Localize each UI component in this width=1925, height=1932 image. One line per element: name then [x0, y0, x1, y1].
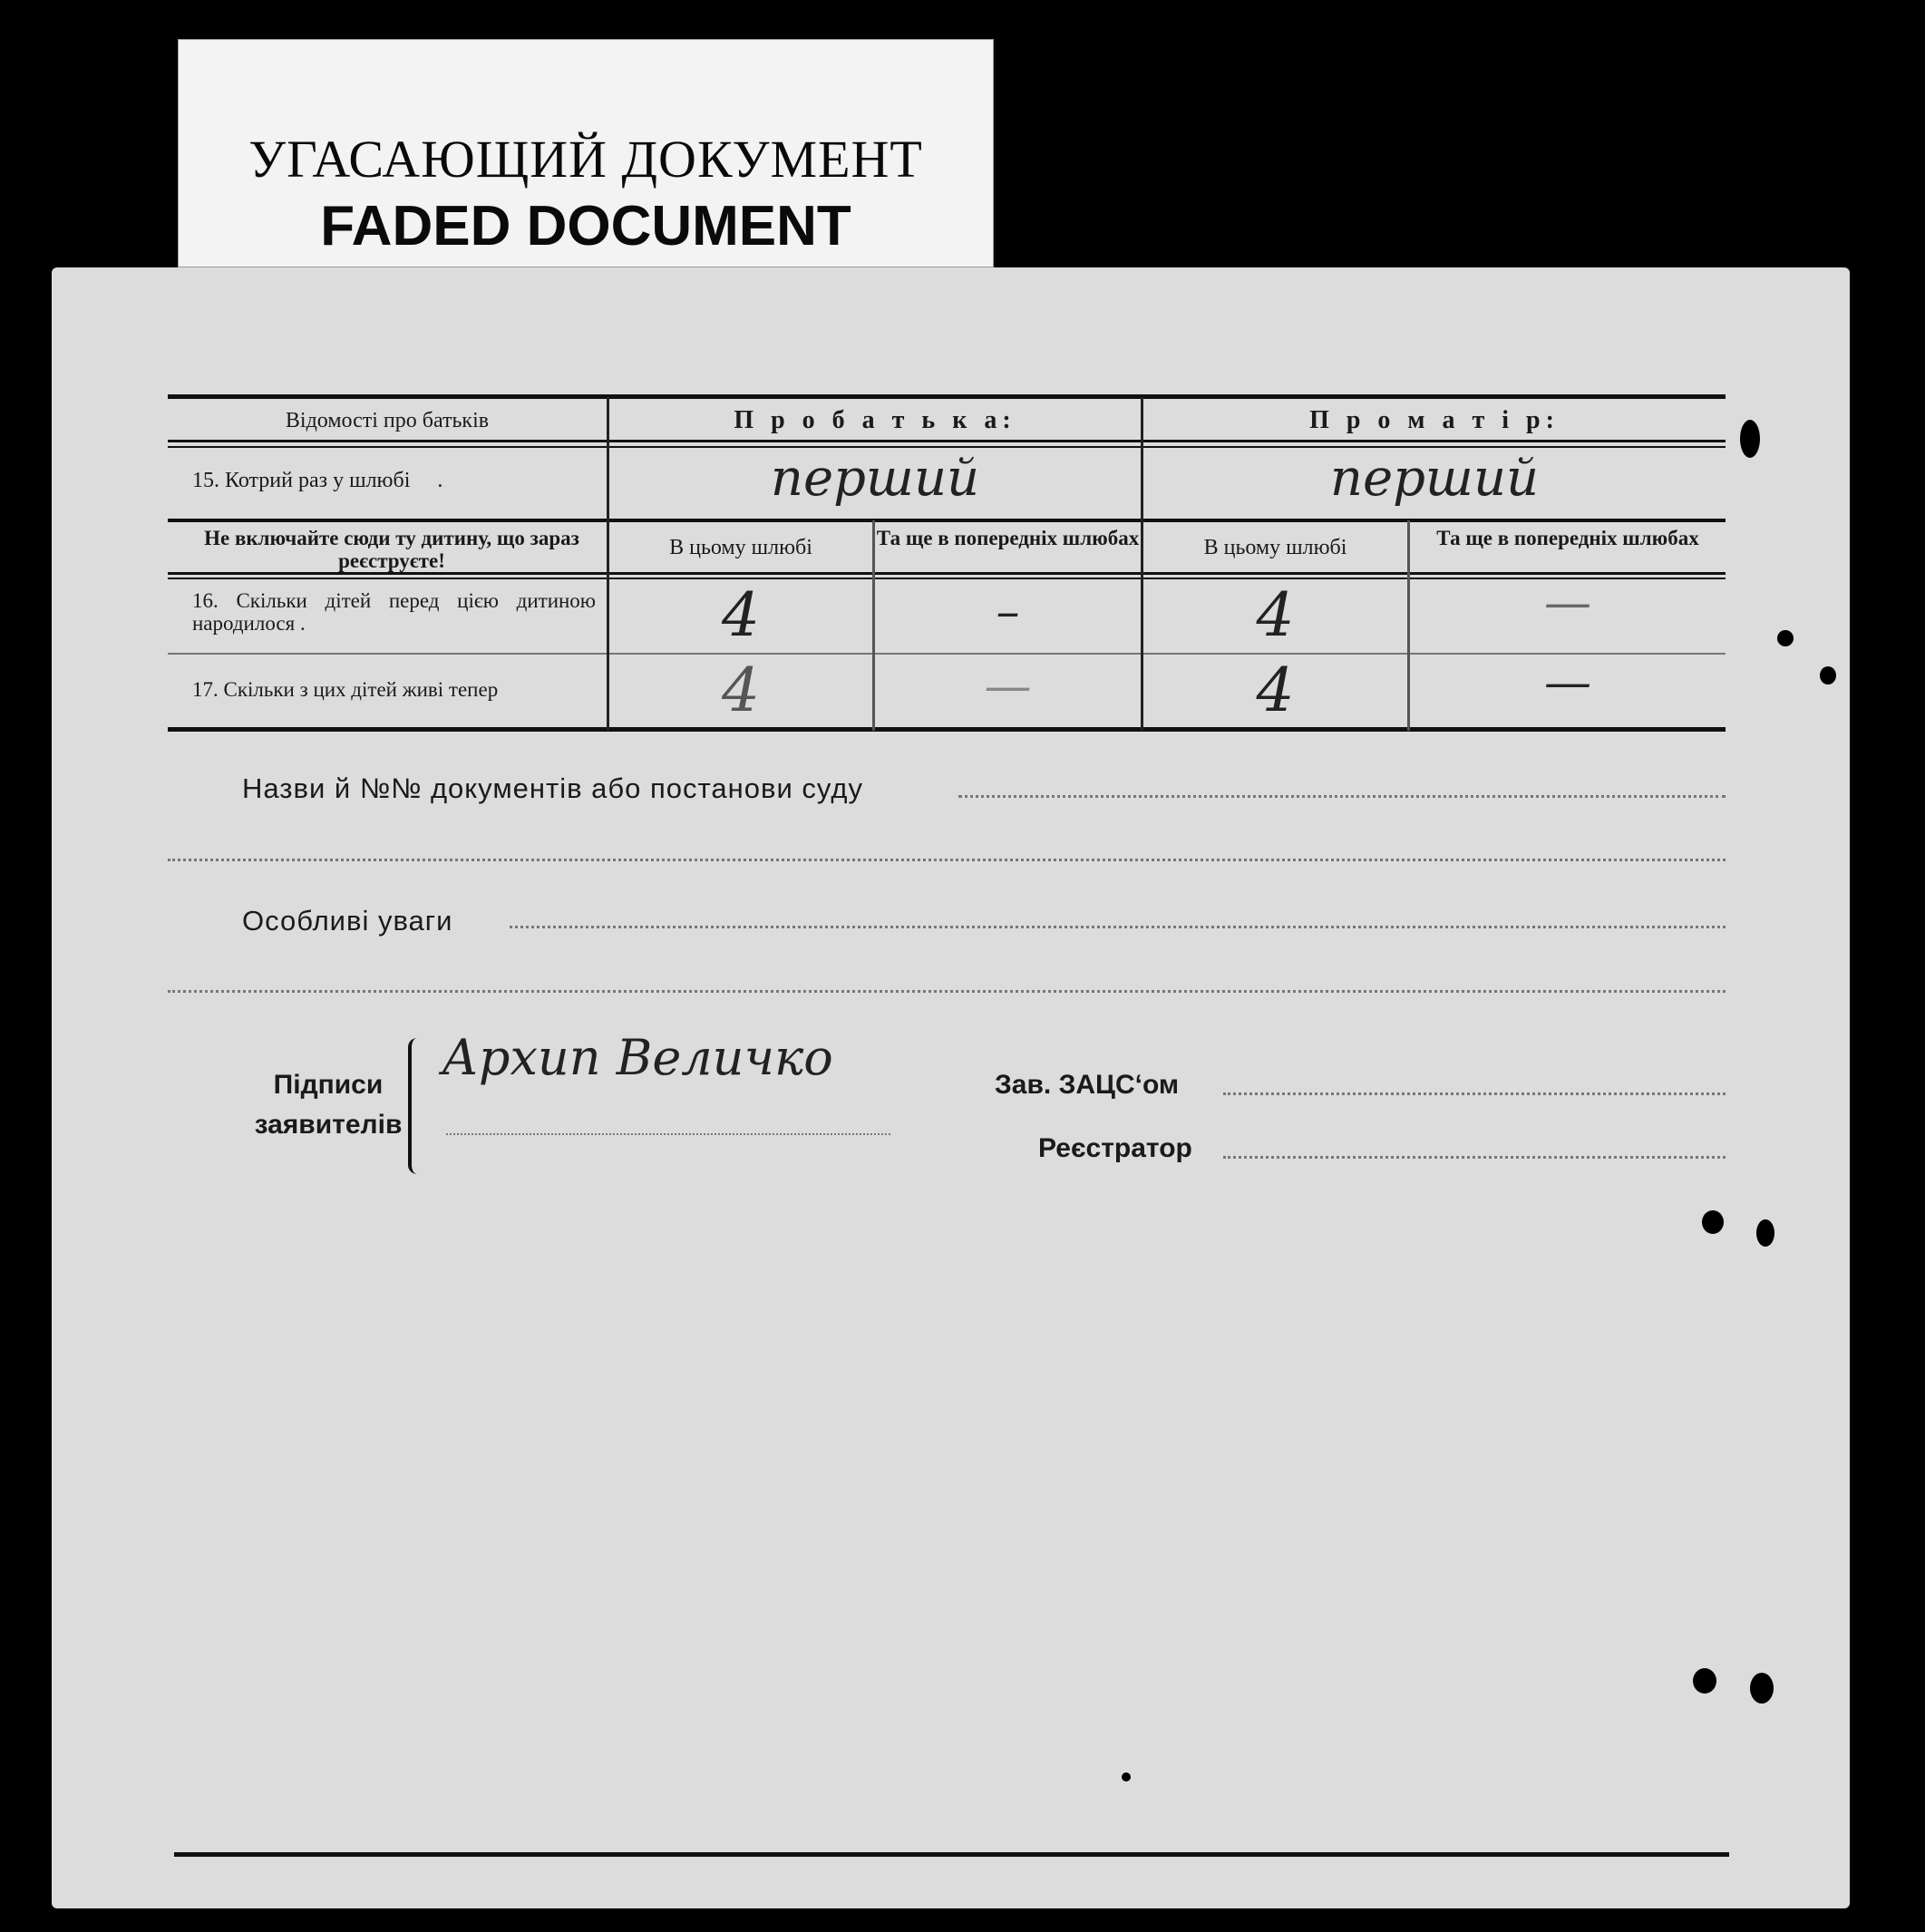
header-father: П р о б а т ь к а:: [734, 406, 1016, 434]
subheader-mother-this: В цьому шлюбі: [1203, 536, 1347, 559]
subheader-father-prev: Та ще в попередніх шлюбах: [876, 527, 1140, 549]
row16-father-prev: –: [996, 585, 1020, 639]
row15-bottom-rule: [168, 519, 1726, 522]
row17-father-this: 4: [722, 655, 760, 725]
row17-label: 17. Скільки з цих дітей живі тепер: [192, 678, 499, 701]
documents-line-2: [168, 859, 1726, 861]
row17-father-prev: —: [984, 659, 1032, 714]
row16-bottom-rule: [168, 653, 1726, 655]
head-line: [1223, 1092, 1726, 1095]
label-english: FADED DOCUMENT: [320, 195, 851, 257]
applicant-signature: Архип Величко: [442, 1029, 833, 1086]
signature-line: [446, 1133, 890, 1135]
signatures-label: Підписи заявителів: [254, 1070, 403, 1140]
row16-mother-prev: —: [1544, 576, 1591, 630]
header-mother: П р о м а т і р:: [1309, 406, 1560, 434]
registrar-line: [1223, 1156, 1726, 1159]
punch-hole: [1740, 420, 1760, 458]
document-page: [52, 267, 1850, 1908]
documents-line: [958, 795, 1726, 798]
punch-hole: [1702, 1210, 1724, 1234]
table-bottom-rule: [168, 727, 1726, 732]
row16-mother-this: 4: [1256, 580, 1295, 650]
head-label: Зав. ЗАЦС‘ом: [995, 1070, 1180, 1100]
row15-mother-value: перший: [1329, 449, 1540, 508]
remarks-line: [510, 926, 1726, 928]
subheader-note: Не включайте сюди ту дитину, що зараз реєструєте!: [204, 527, 579, 572]
row16-label: 16. Скільки дітей перед цією дитиною народилося .: [192, 589, 596, 635]
punch-hole: [1820, 666, 1836, 684]
header-parents: Відомості про батьків: [285, 409, 490, 432]
punch-hole: [1693, 1668, 1716, 1694]
signatures-brace: [408, 1038, 423, 1174]
subheader-bottom-rule: [168, 572, 1726, 575]
header-rule: [168, 440, 1726, 442]
table-top-rule: [168, 394, 1726, 399]
faded-document-label: [178, 39, 994, 267]
documents-label: Назви й №№ документів або постанови суду: [242, 772, 863, 804]
label-russian: УГАСАЮЩИЙ ДОКУМЕНТ: [248, 130, 923, 189]
registrar-label: Реєстратор: [1038, 1133, 1192, 1163]
page-bottom-rule: [174, 1852, 1729, 1857]
row17-mother-this: 4: [1256, 655, 1295, 725]
header-rule-2: [168, 446, 1726, 448]
punch-hole: [1122, 1772, 1131, 1782]
subheader-mother-prev: Та ще в попередніх шлюбах: [1436, 527, 1699, 549]
punch-hole: [1756, 1219, 1774, 1247]
punch-hole: [1750, 1673, 1774, 1704]
remarks-label: Особливі уваги: [242, 905, 453, 937]
remarks-line-2: [168, 990, 1726, 993]
punch-hole: [1777, 630, 1794, 646]
row16-father-this: 4: [722, 580, 760, 650]
subheader-father-this: В цьому шлюбі: [669, 536, 812, 559]
row15-father-value: перший: [770, 449, 980, 508]
row17-mother-prev: —: [1544, 655, 1591, 710]
row15-label: 15. Котрий раз у шлюбі .: [192, 469, 443, 492]
